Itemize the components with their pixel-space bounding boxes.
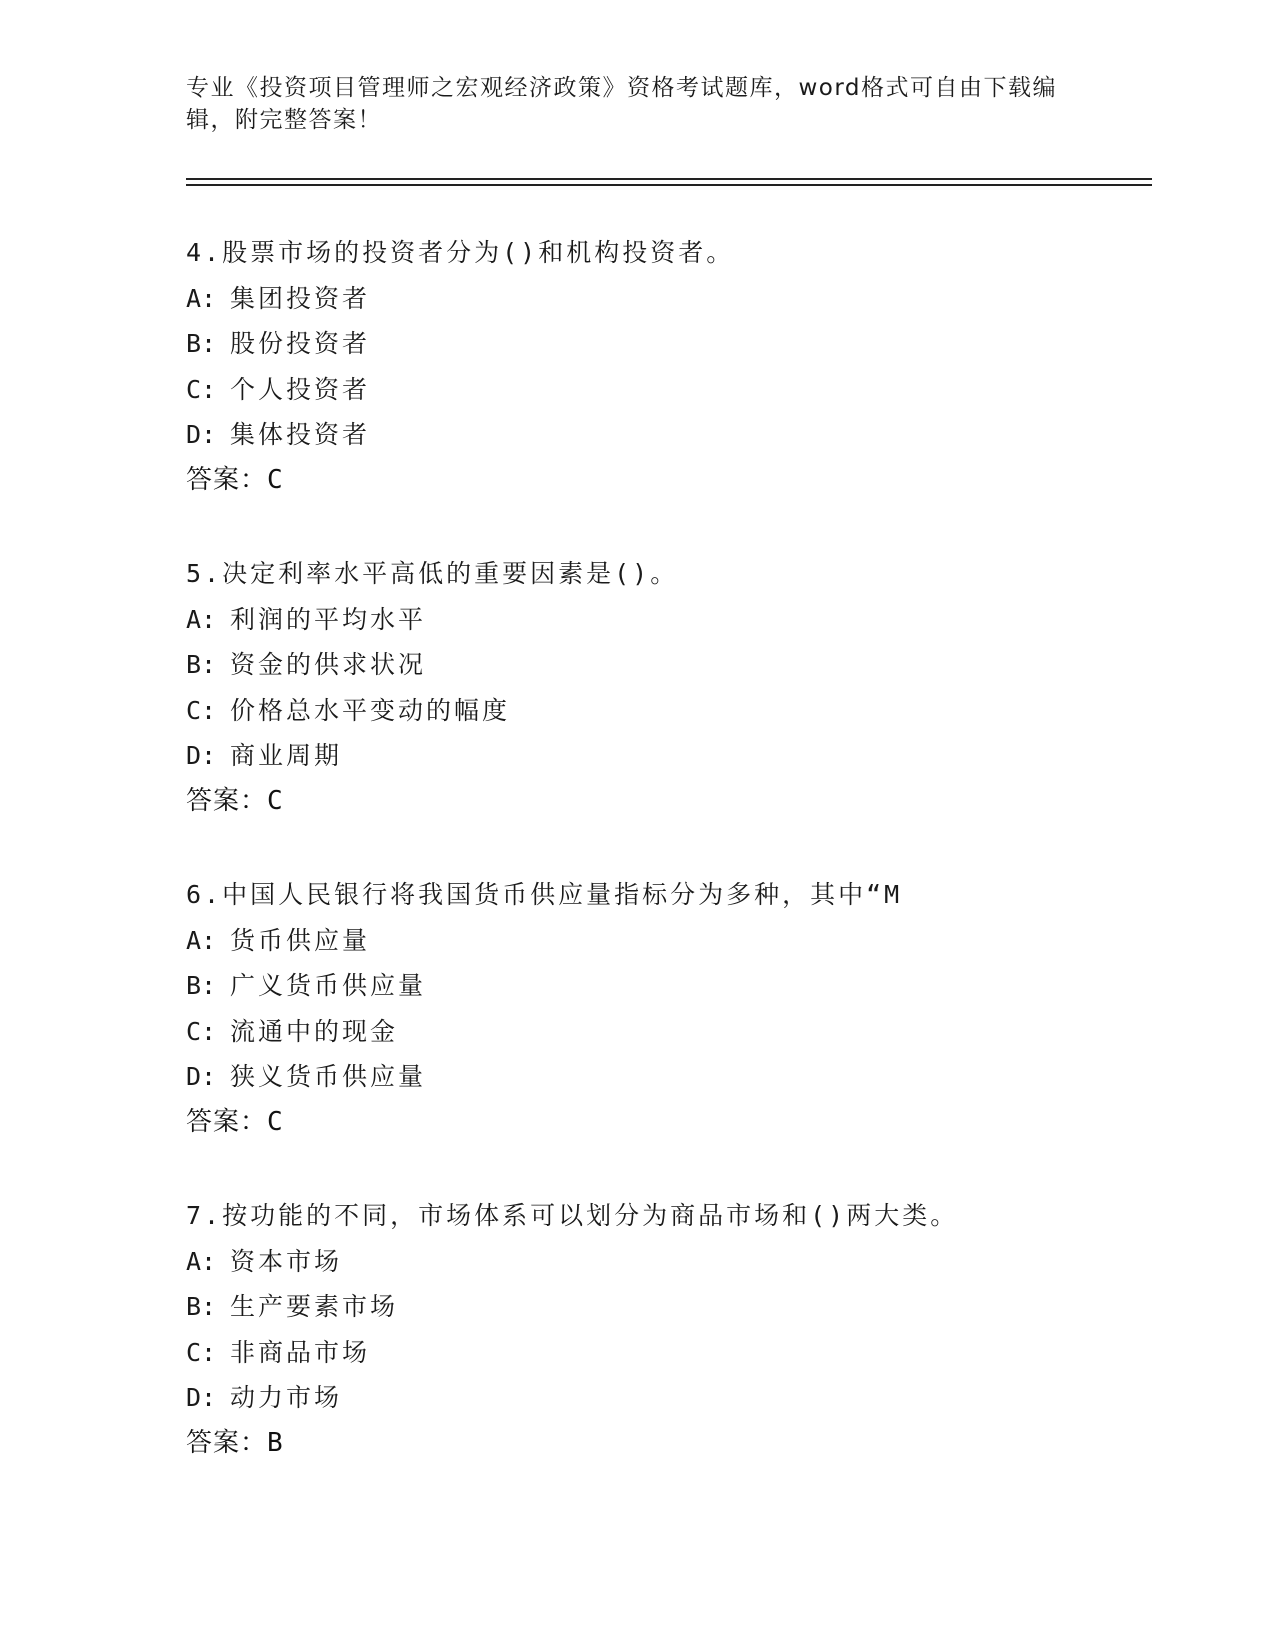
option-b bbox=[186, 1284, 1146, 1330]
option-b bbox=[186, 321, 1146, 367]
option-text: 商业周期 bbox=[230, 741, 343, 770]
option-text: 利润的平均水平 bbox=[230, 604, 427, 634]
option-a bbox=[186, 276, 1146, 322]
option-d bbox=[186, 733, 1146, 779]
option-label: A: bbox=[186, 1246, 217, 1276]
option-text: 货币供应量 bbox=[230, 925, 371, 955]
option-c bbox=[186, 1330, 1146, 1376]
document-header: 专业《投资项目管理师之宏观经济政策》资格考试题库，word格式可自由下载编辑，附完整答案！ bbox=[186, 75, 1058, 133]
option-label: B: bbox=[186, 650, 217, 679]
option-d bbox=[186, 1375, 1146, 1421]
option-c bbox=[186, 367, 1146, 413]
option-text: 生产要素市场 bbox=[230, 1292, 399, 1321]
option-label: B: bbox=[186, 1292, 217, 1321]
question-stem: 5.决定利率水平高低的重要因素是()。 bbox=[186, 559, 679, 588]
answer-prefix: 答案： bbox=[186, 785, 268, 816]
answer-prefix: 答案： bbox=[186, 464, 268, 495]
option-b bbox=[186, 642, 1146, 688]
option-label: A: bbox=[186, 925, 217, 955]
answer-value: C bbox=[267, 785, 284, 816]
option-text: 流通中的现金 bbox=[230, 1016, 399, 1046]
question-stem: 7.按功能的不同，市场体系可以划分为商品市场和()两大类。 bbox=[186, 1201, 959, 1230]
option-label: A: bbox=[186, 604, 217, 634]
answer-line bbox=[186, 1421, 1146, 1467]
answer-prefix: 答案： bbox=[186, 1106, 268, 1137]
option-c bbox=[186, 688, 1146, 734]
question-block-5 bbox=[186, 551, 1146, 824]
option-text: 个人投资者 bbox=[230, 374, 371, 404]
question-block-4 bbox=[186, 230, 1146, 503]
header-divider-top bbox=[186, 178, 1152, 180]
option-text: 广义货币供应量 bbox=[230, 971, 427, 1000]
answer-value: B bbox=[267, 1427, 284, 1458]
option-text: 非商品市场 bbox=[230, 1337, 371, 1367]
answer-line bbox=[186, 1100, 1146, 1146]
option-a bbox=[186, 1239, 1146, 1285]
question-block-7 bbox=[186, 1193, 1146, 1466]
option-text: 动力市场 bbox=[230, 1383, 343, 1412]
option-label: D: bbox=[186, 420, 217, 449]
option-label: D: bbox=[186, 1062, 217, 1091]
answer-value: C bbox=[267, 464, 284, 495]
answer-value: C bbox=[267, 1106, 284, 1137]
option-c bbox=[186, 1009, 1146, 1055]
option-label: C: bbox=[186, 1016, 217, 1046]
option-label: C: bbox=[186, 1337, 217, 1367]
option-label: D: bbox=[186, 741, 217, 770]
option-d bbox=[186, 1054, 1146, 1100]
option-label: C: bbox=[186, 374, 217, 404]
option-label: C: bbox=[186, 695, 217, 725]
question-stem: 4.股票市场的投资者分为()和机构投资者。 bbox=[186, 238, 735, 267]
option-b bbox=[186, 963, 1146, 1009]
option-label: B: bbox=[186, 971, 217, 1000]
option-text: 股份投资者 bbox=[230, 329, 371, 358]
option-text: 资金的供求状况 bbox=[230, 650, 427, 679]
option-text: 集体投资者 bbox=[230, 420, 371, 449]
option-a bbox=[186, 597, 1146, 643]
option-label: B: bbox=[186, 329, 217, 358]
option-text: 狭义货币供应量 bbox=[230, 1062, 427, 1091]
answer-line bbox=[186, 779, 1146, 825]
header-divider-bottom bbox=[186, 184, 1152, 186]
option-text: 集团投资者 bbox=[230, 283, 371, 313]
question-stem: 6.中国人民银行将我国货币供应量指标分为多种，其中“M bbox=[186, 880, 903, 909]
option-d bbox=[186, 412, 1146, 458]
option-label: A: bbox=[186, 283, 217, 313]
option-text: 资本市场 bbox=[230, 1246, 343, 1276]
answer-line bbox=[186, 458, 1146, 504]
question-block-6 bbox=[186, 872, 1146, 1145]
option-text: 价格总水平变动的幅度 bbox=[230, 695, 511, 725]
answer-prefix: 答案： bbox=[186, 1427, 268, 1458]
option-a bbox=[186, 918, 1146, 964]
option-label: D: bbox=[186, 1383, 217, 1412]
